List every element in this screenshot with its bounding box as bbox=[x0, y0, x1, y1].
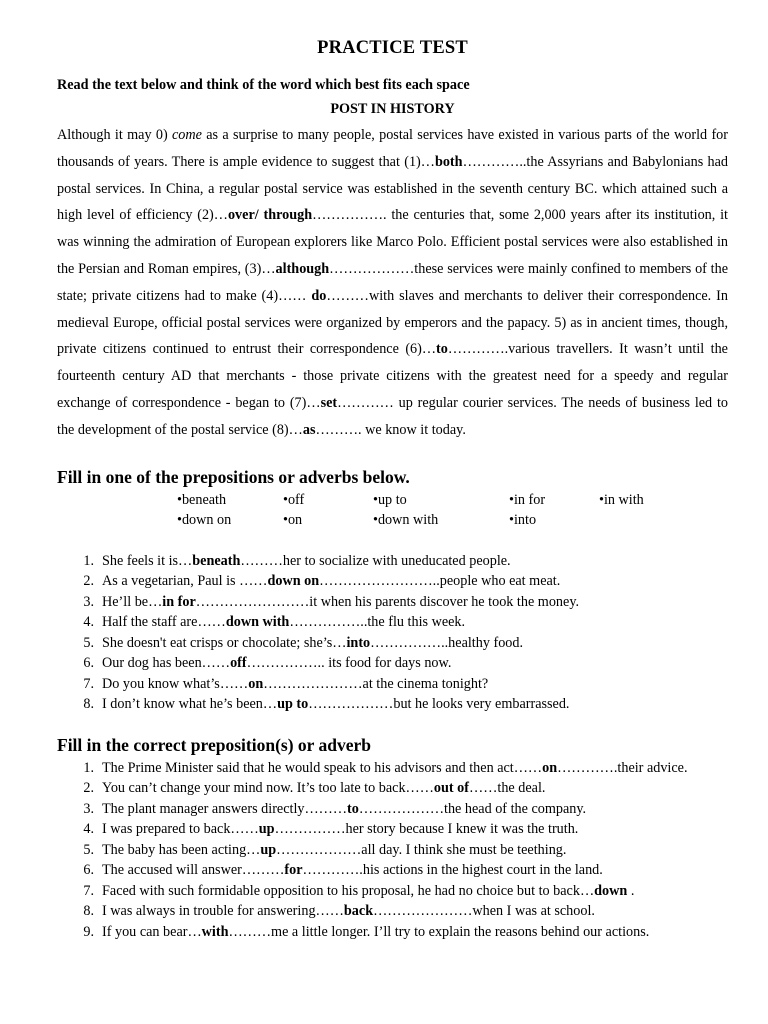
item-text: I was prepared to back…… bbox=[102, 821, 259, 838]
item-number: 1. bbox=[83, 552, 94, 569]
exercise-item bbox=[57, 922, 728, 943]
item-answer: up bbox=[258, 821, 275, 838]
passage-answer: as bbox=[302, 421, 316, 438]
item-number: 8. bbox=[83, 696, 94, 713]
item-number: 6. bbox=[83, 862, 94, 879]
item-answer: up bbox=[260, 841, 277, 858]
exercise-item bbox=[57, 840, 728, 861]
exercise-item bbox=[57, 653, 728, 674]
word-bank-item: •in for bbox=[509, 491, 546, 508]
item-text: She doesn't eat crisps or chocolate; she’s… bbox=[102, 634, 347, 651]
item-text: ……………her story because I knew it was the truth. bbox=[274, 821, 579, 838]
item-text: ………….their advice. bbox=[557, 759, 688, 776]
item-text: ……………………it when his parents discover he took the money. bbox=[195, 593, 580, 610]
item-text: The plant manager answers directly……… bbox=[102, 800, 348, 817]
item-answer: up to bbox=[277, 696, 309, 713]
passage-text: ………… up regular courier services. The needs of business led to the development of the postal service (8)… bbox=[57, 394, 728, 438]
item-answer: back bbox=[343, 903, 374, 920]
item-number: 8. bbox=[83, 903, 94, 920]
item-answer: out of bbox=[433, 780, 469, 797]
item-text: ………………the head of the company. bbox=[358, 800, 587, 817]
item-text: . bbox=[627, 882, 635, 899]
item-text: …………….. its food for days now. bbox=[246, 655, 452, 672]
word-bank-item: •up to bbox=[373, 491, 407, 508]
exercise-item bbox=[57, 592, 728, 613]
exercise1-list bbox=[57, 551, 728, 715]
word-bank bbox=[177, 490, 728, 530]
exercise-item bbox=[57, 612, 728, 633]
item-text: I don’t know what he’s been… bbox=[102, 696, 278, 713]
item-number: 9. bbox=[83, 923, 94, 940]
worksheet-page bbox=[57, 36, 728, 942]
passage-answer: over/ through bbox=[227, 207, 313, 224]
passage-text: ………….various travellers. It wasn’t until the fourteenth century AD that merchants - those private citizens with the greatest need for a speedy and regular exchange of correspondence - began to (7)… bbox=[57, 341, 728, 411]
item-answer: to bbox=[347, 800, 359, 817]
item-number: 2. bbox=[83, 780, 94, 797]
item-answer: for bbox=[284, 862, 303, 879]
item-text: The baby has been acting… bbox=[102, 841, 261, 858]
item-number: 5. bbox=[83, 841, 94, 858]
item-text: He’ll be… bbox=[102, 593, 163, 610]
page-title: PRACTICE TEST bbox=[317, 38, 468, 58]
item-text: …………………when I was at school. bbox=[373, 903, 595, 920]
item-answer: on bbox=[248, 675, 264, 692]
item-number: 7. bbox=[83, 675, 94, 692]
exercise-item bbox=[57, 758, 728, 779]
item-text: …………………at the cinema tonight? bbox=[263, 675, 489, 692]
item-text: Do you know what’s…… bbox=[102, 675, 249, 692]
exercise-item bbox=[57, 551, 728, 572]
word-bank-item: •into bbox=[509, 511, 537, 528]
item-number: 1. bbox=[83, 759, 94, 776]
passage-answer: do bbox=[311, 287, 327, 304]
item-text: ………….his actions in the highest court in the land. bbox=[302, 862, 603, 879]
item-text: ……the deal. bbox=[469, 780, 546, 797]
exercise2-list bbox=[57, 758, 728, 943]
exercise-item bbox=[57, 799, 728, 820]
passage-text: …………..the Assyrians and Babylonians had postal services. In China, a regular postal service was established in the seventh century BC. which attained such a high level of efficiency (2)… bbox=[57, 153, 728, 224]
passage-example-word: come bbox=[172, 127, 202, 143]
item-text: Faced with such formidable opposition to his proposal, he had no choice but to back… bbox=[102, 882, 595, 899]
item-answer: in for bbox=[162, 593, 196, 610]
exercise-item bbox=[57, 694, 728, 715]
section1-heading: Fill in one of the prepositions or adverbs below. bbox=[57, 466, 410, 487]
word-bank-item: •down on bbox=[177, 511, 232, 528]
item-number: 3. bbox=[83, 800, 94, 817]
word-bank-item: •off bbox=[283, 491, 305, 508]
item-answer: down bbox=[594, 882, 628, 899]
passage-text: ………………these services were mainly confined to members of the state; private citizens had to make (4)…… bbox=[57, 260, 728, 304]
item-answer: down with bbox=[225, 614, 290, 631]
word-bank-item: •beneath bbox=[177, 491, 227, 508]
exercise-item bbox=[57, 633, 728, 654]
instruction-text: Read the text below and think of the word which best fits each space bbox=[57, 77, 470, 93]
item-number: 6. bbox=[83, 655, 94, 672]
item-text: ………her to socialize with uneducated people. bbox=[240, 552, 511, 569]
exercise-item bbox=[57, 778, 728, 799]
reading-passage bbox=[57, 122, 728, 444]
item-text: ……………………..people who eat meat. bbox=[319, 573, 561, 590]
item-answer: on bbox=[542, 759, 558, 776]
passage-answer: both bbox=[434, 153, 463, 170]
item-text: The accused will answer……… bbox=[102, 862, 285, 879]
item-number: 4. bbox=[83, 821, 94, 838]
item-text: I was always in trouble for answering…… bbox=[102, 903, 344, 920]
word-bank-item: •on bbox=[283, 511, 303, 528]
item-text: The Prime Minister said that he would speak to his advisors and then act…… bbox=[102, 759, 543, 776]
exercise-item bbox=[57, 860, 728, 881]
section2-heading: Fill in the correct preposition(s) or adverb bbox=[57, 734, 371, 755]
passage-answer: set bbox=[320, 394, 338, 411]
item-answer: off bbox=[230, 655, 247, 672]
passage-answer: to bbox=[436, 341, 448, 358]
item-number: 5. bbox=[83, 634, 94, 651]
word-bank-item: •down with bbox=[373, 511, 439, 528]
item-text: Half the staff are…… bbox=[102, 614, 226, 631]
passage-text: ………with slaves and merchants to deliver their correspondence. In medieval Europe, official postal services were organized by emperors and the papacy. 5) as in ancient times, though, private citizens continued to entrust their correspondence (6)… bbox=[57, 287, 728, 358]
item-answer: into bbox=[346, 634, 371, 651]
item-answer: beneath bbox=[192, 552, 241, 569]
passage-text: ………. we know it today. bbox=[315, 421, 466, 438]
item-text: She feels it is… bbox=[102, 552, 193, 569]
item-text: Our dog has been…… bbox=[102, 655, 231, 672]
exercise-item bbox=[57, 571, 728, 592]
exercise-item bbox=[57, 881, 728, 902]
item-answer: with bbox=[201, 923, 229, 940]
passage-text: ……………. the centuries that, some 2,000 years after its institution, it was winning the admiration of European explorers like Marco Polo. Efficient postal services were also established in the Persian and Roman empires, (3)… bbox=[57, 207, 728, 277]
word-bank-item bbox=[599, 510, 699, 530]
item-number: 4. bbox=[83, 614, 94, 631]
item-text: As a vegetarian, Paul is …… bbox=[102, 573, 268, 590]
item-text: ………………all day. I think she must be teething. bbox=[276, 841, 567, 858]
exercise-item bbox=[57, 901, 728, 922]
item-text: ………me a little longer. I’ll try to explain the reasons behind our actions. bbox=[228, 923, 650, 940]
item-number: 3. bbox=[83, 593, 94, 610]
item-text: ……………..healthy food. bbox=[370, 634, 524, 651]
exercise-item bbox=[57, 674, 728, 695]
passage-text: Although it may 0) bbox=[57, 127, 172, 143]
item-answer: down on bbox=[267, 573, 320, 590]
item-number: 2. bbox=[83, 573, 94, 590]
passage-answer: although bbox=[275, 260, 330, 277]
exercise-item bbox=[57, 819, 728, 840]
item-number: 7. bbox=[83, 882, 94, 899]
passage-text: as a surprise to many people, postal services have existed in various parts of the world for thousands of years. There is ample evidence to suggest that (1)… bbox=[57, 127, 728, 170]
item-text: ………………but he looks very embarrassed. bbox=[308, 696, 570, 713]
item-text: You can’t change your mind now. It’s too late to back…… bbox=[102, 780, 434, 797]
word-bank-item: •in with bbox=[599, 491, 644, 508]
item-text: If you can bear… bbox=[102, 923, 202, 940]
passage-title: POST IN HISTORY bbox=[330, 101, 455, 117]
item-text: ……………..the flu this week. bbox=[289, 614, 466, 631]
